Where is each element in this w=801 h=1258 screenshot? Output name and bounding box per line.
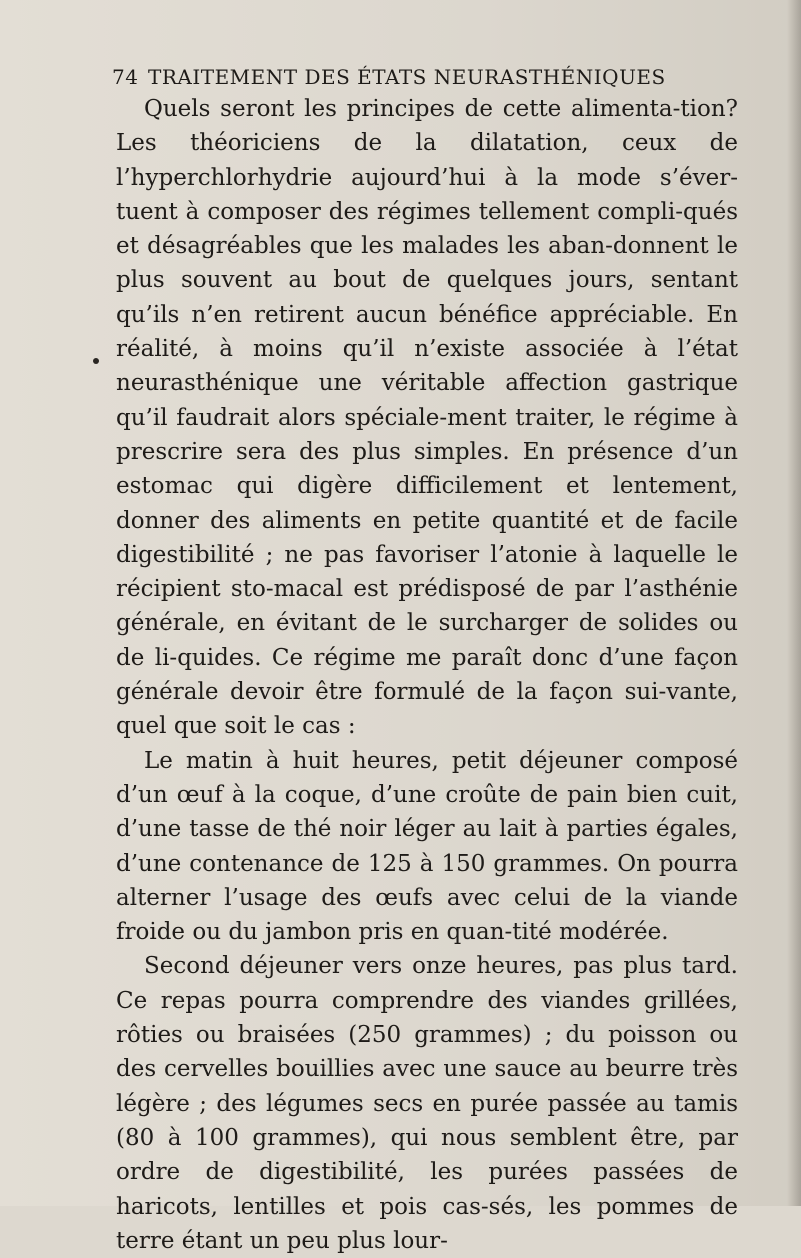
page-edge-shadow [787, 0, 801, 1206]
paragraph-petit-dejeuner: Le matin à huit heures, petit déjeuner composé d’un œuf à la coque, d’une croûte de pain bien cuit, d’une tasse de thé noir léger au lait à parties égales, d’une contenance de 125 à 150 grammes. On pourra alterner l’usage des œufs avec celui de la viande froide ou du jambon pris en quan-tité modérée. [116, 747, 738, 946]
page-header [112, 60, 672, 94]
running-title: TRAITEMENT DES ÉTATS NEURASTHÉNIQUES [148, 65, 666, 89]
margin-mark [93, 358, 99, 364]
paragraph-alimentation: Quels seront les principes de cette alimenta-tion? Les théoriciens de la dilatation, ceux de l’hyperchlorhydrie aujourd’hui à la mode s’éver-tuent à composer des régimes tellement compli-qués et désagréables que les malades les aban-donnent le plus souvent au bout de quelques jours, sentant qu’ils n’en retirent aucun bénéfice appréciable. En réalité, à moins qu’il n’existe associée à l’état neurasthénique une véritable affection gastrique qu’il faudrait alors spéciale-ment traiter, le régime à prescrire sera des plus simples. En présence d’un estomac qui digère difficilement et lentement, donner des aliments en petite quantité et de facile digestibilité ; ne pas favoriser l’atonie à laquelle le récipient sto-macal est prédisposé de par l’asthénie générale, en évitant de le surcharger de solides ou de li-quides. Ce régime me paraît donc d’une façon générale devoir être formulé de la façon sui-vante, quel que soit le cas : [116, 96, 738, 740]
page-number: 74 [112, 65, 139, 89]
body-text [116, 92, 738, 1258]
paragraph-second-dejeuner: Second déjeuner vers onze heures, pas plus tard. Ce repas pourra comprendre des viandes grillées, rôties ou braisées (250 grammes) ; du poisson ou des cervelles bouillies avec une sauce au beurre très légère ; des légumes secs en purée passée au tamis (80 à 100 grammes), qui nous semblent être, par ordre de digestibilité, les purées passées de haricots, lentilles et pois cas-sés, les pommes de terre étant un peu plus lour- [116, 953, 738, 1254]
